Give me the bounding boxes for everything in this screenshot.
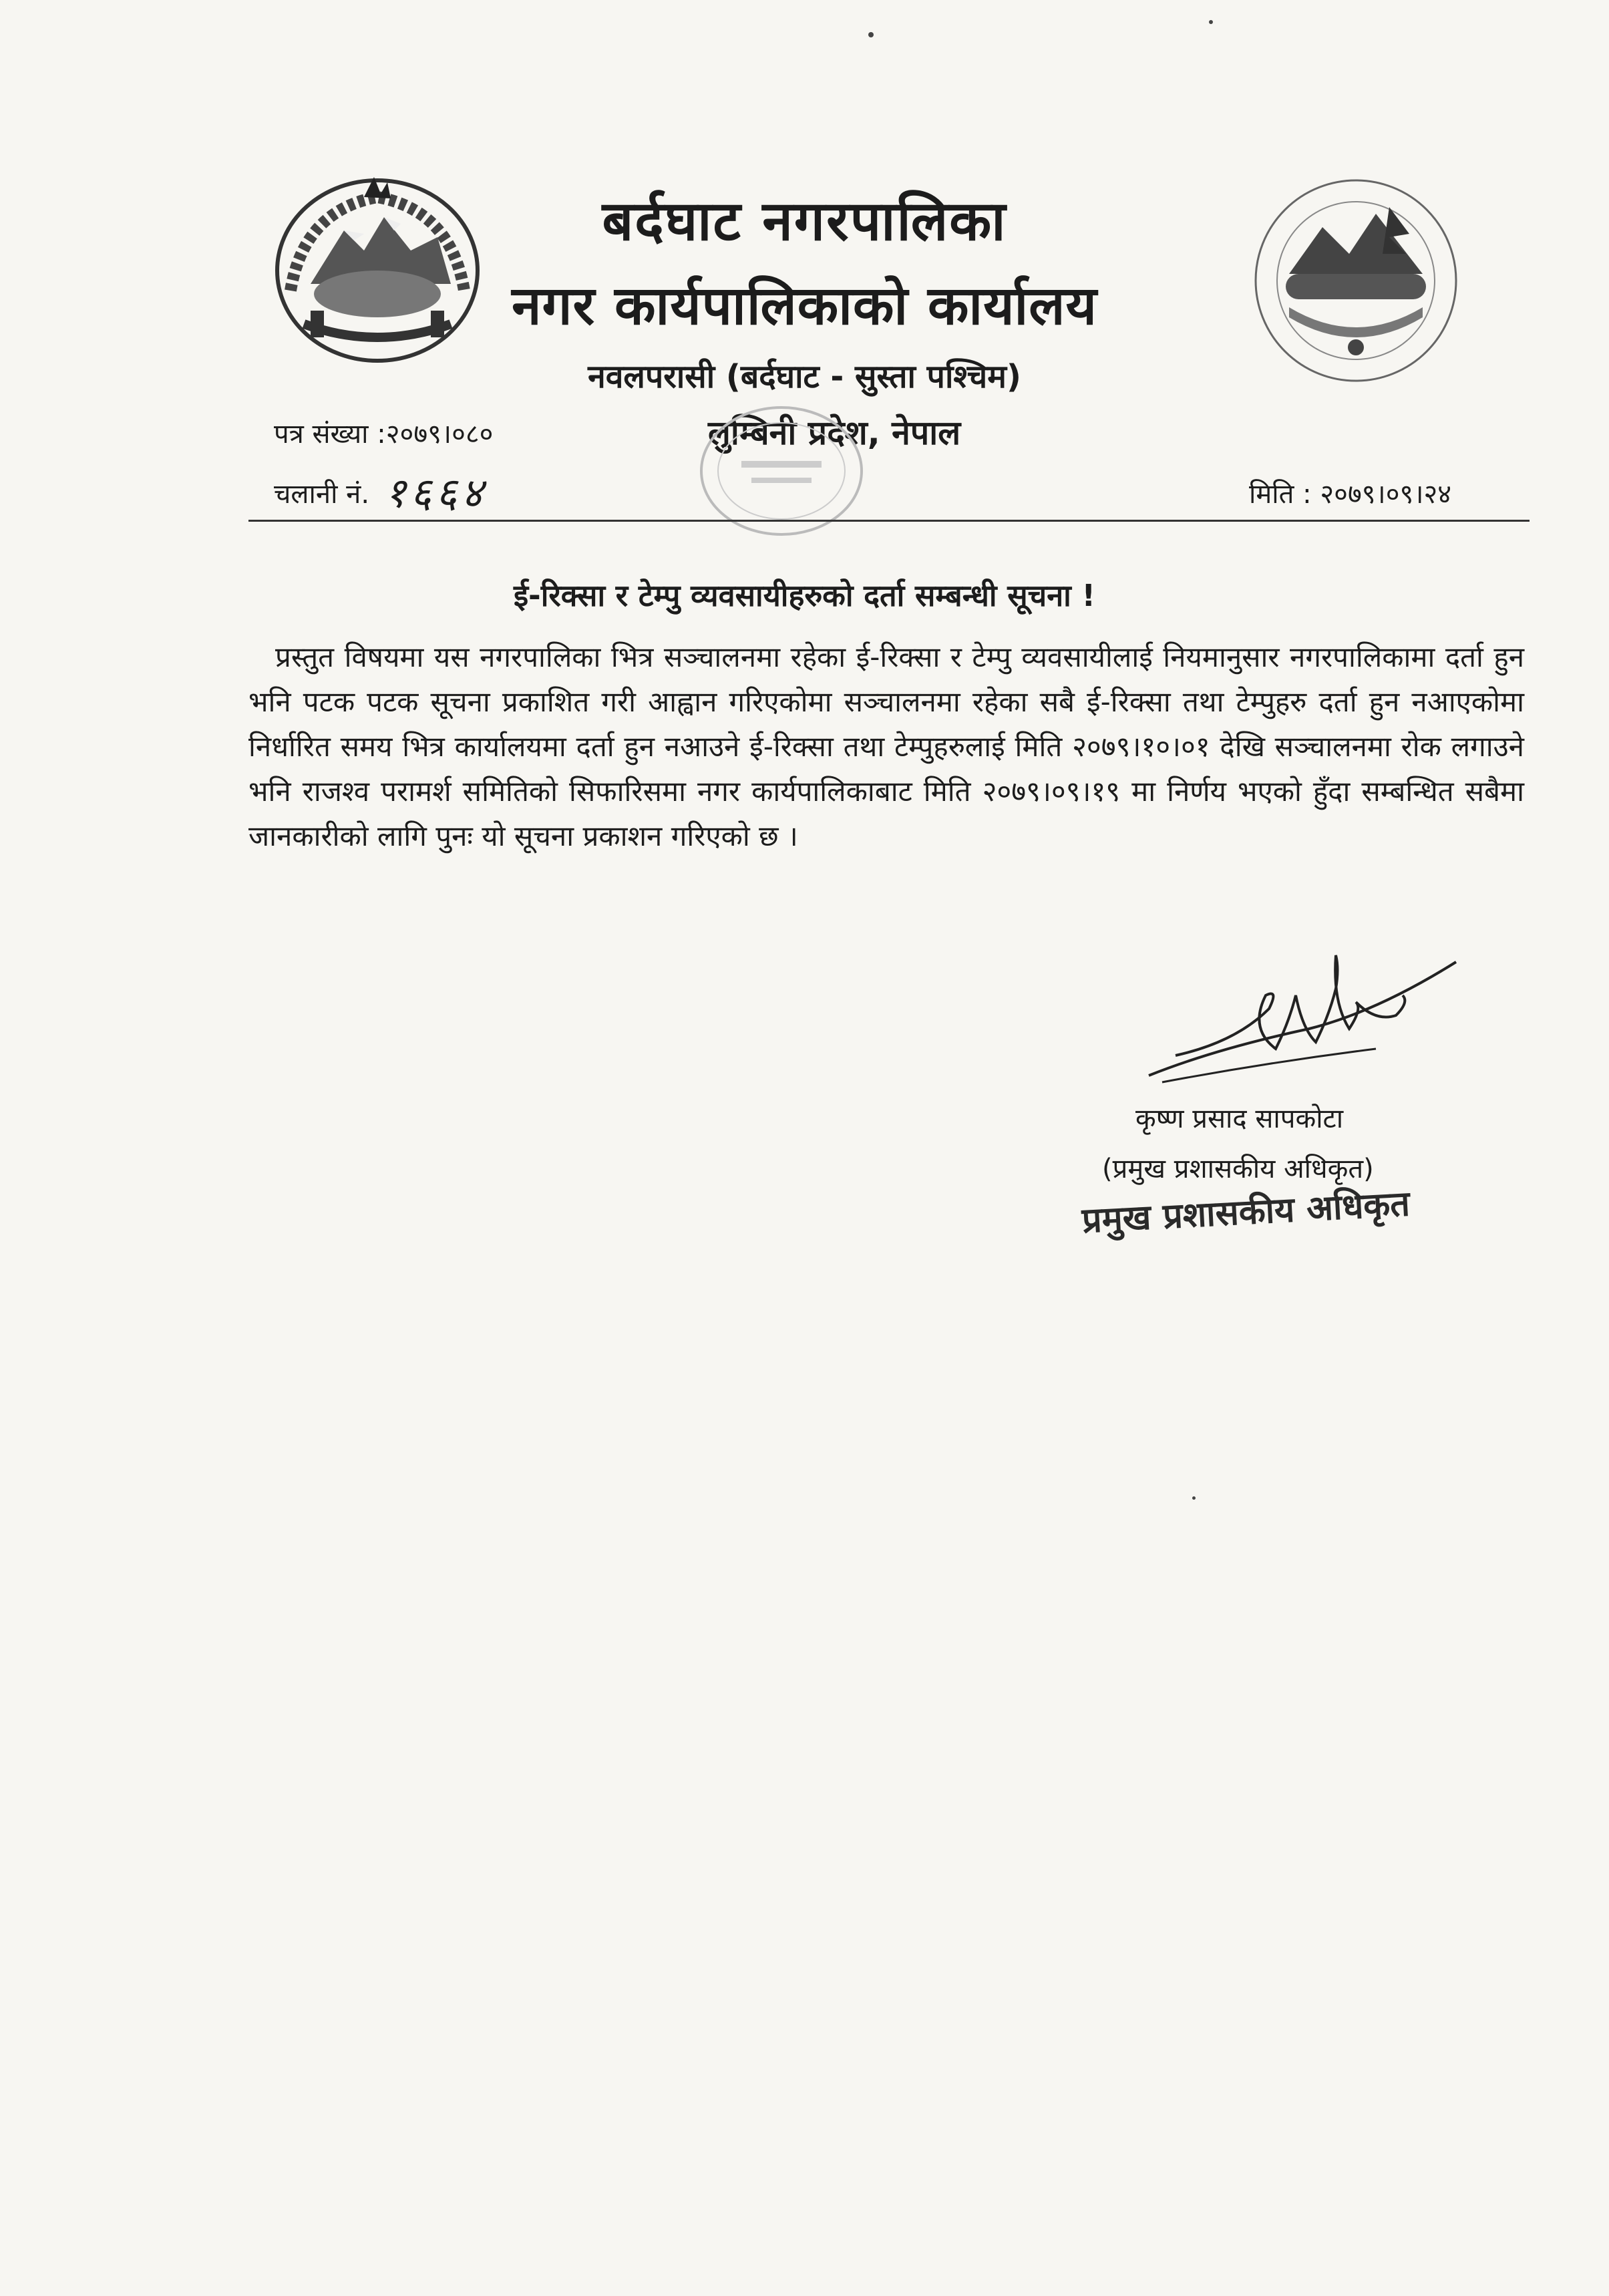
- handwritten-signature-icon: [1135, 949, 1483, 1096]
- header-divider: [248, 520, 1530, 522]
- designation-stamp: प्रमुख प्रशासकीय अधिकृत: [1081, 1184, 1411, 1241]
- office-title: नगर कार्यपालिकाको कार्यालय: [512, 275, 1097, 337]
- letter-number-value: २०७९।०८०: [385, 419, 494, 450]
- location-line-1: नवलपरासी (बर्दघाट - सुस्ता पश्चिम): [588, 358, 1021, 395]
- notice-title: ई-रिक्सा र टेम्पु व्यवसायीहरुको दर्ता सम्बन्धी सूचना !: [513, 578, 1096, 613]
- paper-speck: [868, 32, 874, 37]
- letter-number-line: [274, 414, 493, 451]
- signatory-role: (प्रमुख प्रशासकीय अधिकृत): [1102, 1154, 1374, 1184]
- date-label: मिति :: [1249, 479, 1312, 510]
- municipality-title: बर्दघाट नगरपालिका: [602, 190, 1007, 253]
- signatory-name: कृष्ण प्रसाद सापकोटा: [1135, 1104, 1344, 1134]
- letter-number-label: पत्र संख्या :: [274, 419, 386, 450]
- location-line-2: लुम्बिनी प्रदेश, नेपाल: [708, 414, 961, 452]
- date-value: २०७९।०९।२४: [1320, 479, 1452, 510]
- date-line: [1249, 474, 1451, 511]
- dispatch-number-value: १६६४: [384, 468, 487, 517]
- notice-body: प्रस्तुत विषयमा यस नगरपालिका भित्र सञ्चालनमा रहेका ई-रिक्सा र टेम्पु व्यवसायीलाई नियमानुसार नगरपालिकामा दर्ता हुन भनि पटक पटक सूचना प्रकाशित गरी आह्वान गरिएकोमा सञ्चालनमा रहेका सबै ई-रिक्सा तथा टेम्पुहरु दर्ता हुन नआएकोमा निर्धारित समय भित्र कार्यालयमा दर्ता हुन नआउने ई-रिक्सा तथा टेम्पुहरुलाई मिति २०७९।१०।०१ देखि सञ्चालनमा रोक लगाउने भनि राजश्व परामर्श समितिको सिफारिसमा नगर कार्यपालिकाबाट मिति २०७९।०९।१९ मा निर्णय भएको हुँदा सम्बन्धित सबैमा जानकारीको लागि पुनः यो सूचना प्रकाशन गरिएको छ ।: [248, 641, 1524, 852]
- dispatch-number-line: [274, 460, 487, 516]
- dispatch-number-label: चलानी नं.: [274, 479, 370, 510]
- paper-speck: [1209, 20, 1213, 24]
- paper-speck: [1192, 1496, 1196, 1500]
